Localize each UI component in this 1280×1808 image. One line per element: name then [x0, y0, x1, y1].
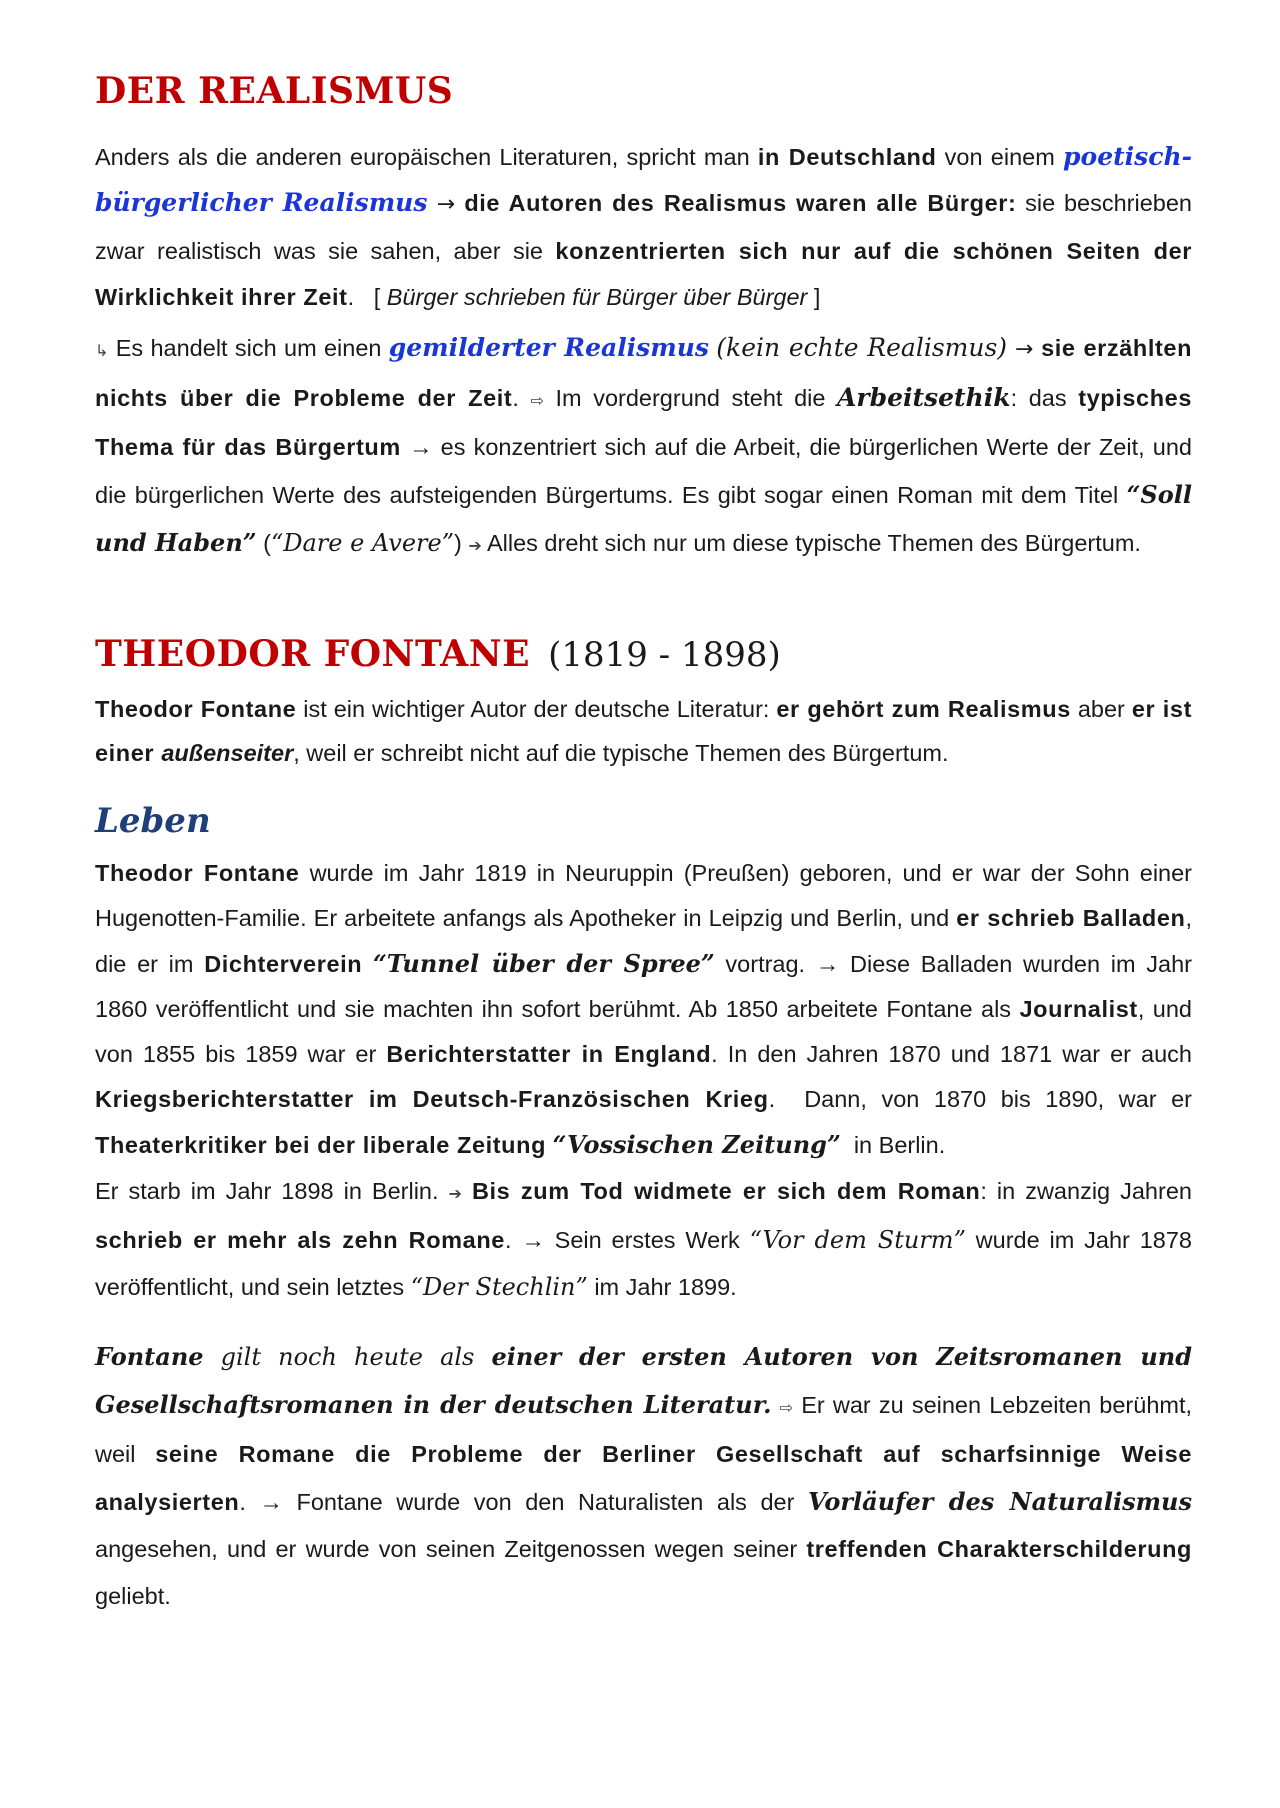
section-title-realismus: DER REALISMUS — [95, 70, 454, 112]
leben-paragraph-3: Fontane gilt noch heute als einer der ersten Autoren von Zeitsromanen und Gesellschaftsromanen in der deutschen Literatur. ⇨ Er war zu seinen Lebzeiten berühmt, weil seine Romane die Probleme der Berliner Gesellschaft auf scharfsinnige Weise analysierten. → Fontane wurde von den Naturalisten als der Vorläufer des Naturalismus angesehen, und er wurde von seinen Zeitgenossen wegen seiner treffenden Charakterschilderung geliebt. — [95, 1342, 1206, 1609]
subsection-title-leben: Leben — [95, 801, 211, 841]
return-arrow-icon: ↳ — [95, 341, 109, 360]
realismus-paragraph-2: ↳ Es handelt sich um einen gemilderter Realismus (kein echte Realismus) → sie erzählten nichts über die Probleme der Zeit. ⇨ Im vordergrund steht die Arbeitsethik: das typisches Thema für das Bürgertum → es konzentriert sich auf die Arbeit, die bürgerlichen Werte der Zeit, und die bürgerlichen Werte des aufsteigenden Bürgertums. Es gibt sogar einen Roman mit dem Titel “Soll und Haben” (“Dare e Avere”) ➔ Alles dreht sich nur um diese typische Themen des Bürgertum. — [95, 333, 1199, 557]
term-gemilderter-realismus: gemilderter Realismus — [388, 333, 709, 362]
term-poetisch-buergerlicher-realismus: poetisch-bürgerlicher Realismus — [95, 142, 1193, 217]
section-title-fontane: THEODOR FONTANE (1819 - 1898) — [95, 633, 781, 675]
hollow-arrow-icon: ⇨ — [779, 1398, 794, 1417]
realismus-paragraph-1: Anders als die anderen europäischen Literaturen, spricht man in Deutschland von einem poetisch-bürgerlicher Realismus → die Autoren des Realismus waren alle Bürger: sie beschrieben zwar realistisch was sie sahen, aber sie konzentrierten sich nur auf die schönen Seiten der Wirklichkeit ihrer Zeit. [ Bürger schrieben für Bürger über Bürger ] — [95, 142, 1199, 310]
fontane-dates: (1819 - 1898) — [548, 635, 781, 675]
right-arrow-icon: ➔ — [448, 1184, 462, 1203]
hollow-arrow-icon: ⇨ — [530, 391, 544, 410]
right-arrow-icon: ➔ — [468, 536, 482, 555]
document-page — [95, 70, 1206, 1620]
leben-paragraph-2: Er starb im Jahr 1898 in Berlin. ➔ Bis zum Tod widmete er sich dem Roman: in zwanzig Jahren schrieb er mehr als zehn Romane. → Sein erstes Werk “Vor dem Sturm” wurde im Jahr 1878 veröffentlicht, und sein letztes “Der Stechlin” im Jahr 1899. — [95, 1178, 1199, 1301]
leben-paragraph-1: Theodor Fontane wurde im Jahr 1819 in Neuruppin (Preußen) geboren, und er war der Sohn einer Hugenotten-Familie. Er arbeitete anfangs als Apotheker in Leipzig und Berlin, und er schrieb Balladen, die er im Dichterverein “Tunnel über der Spree” vortrag. → Diese Balladen wurden im Jahr 1860 veröffentlicht und sie machten ihn sofort berühmt. Ab 1850 arbeitete Fontane als Journalist, und von 1855 bis 1859 war er Berichterstatter in England. In den Jahren 1870 und 1871 war er auch Kriegsberichterstatter im Deutsch-Französischen Krieg. Dann, von 1870 bis 1890, war er Theaterkritiker bei der liberale Zeitung “Vossischen Zeitung” in Berlin. — [95, 860, 1199, 1159]
fontane-intro-paragraph: Theodor Fontane ist ein wichtiger Autor der deutsche Literatur: er gehört zum Realismus aber er ist einer außenseiter, weil er schreibt nicht auf die typische Themen des Bürgertum. — [95, 696, 1192, 766]
